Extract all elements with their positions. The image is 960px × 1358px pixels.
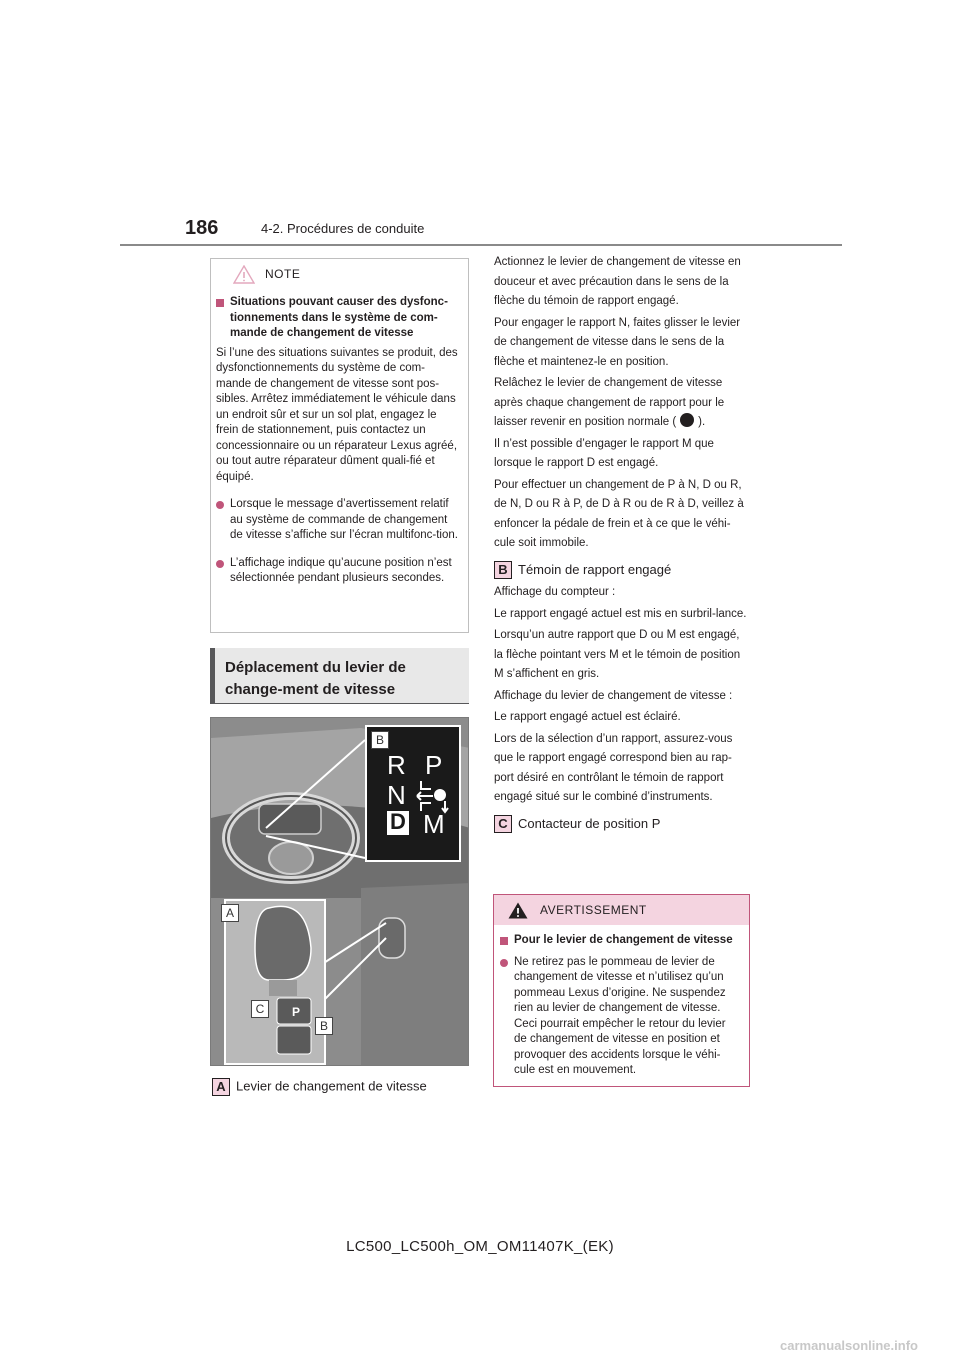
paragraph: Le rapport engagé actuel est éclairé. bbox=[494, 711, 681, 724]
paragraph: Il n’est possible d’engager le rapport M que lorsque le rapport D est engagé. bbox=[494, 437, 714, 469]
gear-p: P bbox=[425, 750, 443, 780]
note-header bbox=[211, 259, 468, 289]
warning-box bbox=[493, 894, 750, 1087]
watermark: carmanualsonline.info bbox=[780, 1338, 918, 1353]
letter-c: C bbox=[494, 815, 512, 833]
paragraph: Pour effectuer un changement de P à N, D ou R, de N, D ou R à P, de D à R ou de R à D, veillez à enfoncer la pédale de frein et à ce que le véhi-cule soit immobile. bbox=[494, 478, 744, 549]
header-divider bbox=[120, 244, 842, 246]
note-label: NOTE bbox=[265, 267, 301, 281]
caption-a bbox=[212, 1078, 427, 1096]
warning-header bbox=[494, 895, 749, 925]
note-item: Lorsque le message d’avertissement relatif au système de commande de changement de vitesse s’affiche sur l’écran multifonc-tion. bbox=[216, 497, 460, 544]
paragraph: Affichage du compteur : bbox=[494, 586, 616, 599]
gear-indicator-callout bbox=[365, 725, 461, 862]
warning-heading: Pour le levier de changement de vitesse bbox=[500, 933, 739, 949]
paragraph: Affichage du levier de changement de vitesse : bbox=[494, 689, 733, 702]
page-number: 186 bbox=[185, 217, 219, 239]
note-box bbox=[210, 258, 469, 633]
label-c: C bbox=[251, 1000, 269, 1018]
normal-position-icon bbox=[680, 413, 694, 427]
note-heading: Situations pouvant causer des dysfonc-tionnements dans le système de com-mande de changement de vitesse bbox=[216, 295, 460, 342]
caution-triangle-icon bbox=[233, 265, 255, 284]
paragraph: Lorsqu’un autre rapport que D ou M est engagé, la flèche pointant vers M et le témoin de position M s’affichent en gris. bbox=[494, 629, 741, 681]
label-b-lower: B bbox=[315, 1017, 333, 1035]
label-a: A bbox=[221, 904, 239, 922]
letter-b: B bbox=[494, 561, 512, 579]
caption-a-letter: A bbox=[212, 1078, 230, 1096]
subheading-c-title: Contacteur de position P bbox=[518, 815, 661, 831]
warning-triangle-icon bbox=[508, 902, 528, 919]
footer-doc-id: LC500_LC500h_OM_OM11407K_(EK) bbox=[346, 1238, 614, 1255]
warning-item: Ne retirez pas le pommeau de levier de changement de vitesse et n’utilisez qu’un pommeau Lexus d’origine. Ne suspendez rien au levier de changement de vitesse. Ceci pourrait empêcher le retour du levier de changement de vitesse en position et provoquer des accidents lorsque le véhi-cule est en mouvement. bbox=[500, 955, 739, 1079]
paragraph-text: ). bbox=[698, 416, 706, 428]
note-paragraph: Si l’une des situations suivantes se produit, des dysfonctionnements du système de com-mande de changement de vitesse sont pos-sibles. Arrêtez immédiatement le véhicule dans un endroit sûr et sur un sol plat, engagez le frein de stationnement, puis contactez un concessionnaire ou un réparateur Lexus agréé, ou tout autre réparateur dûment quali-fié et équipé. bbox=[216, 346, 458, 483]
p-switch-label: P bbox=[292, 1005, 301, 1019]
paragraph: Actionnez le levier de changement de vitesse en douceur et avec précaution dans le sens de la flèche du témoin de rapport engagé. bbox=[494, 256, 741, 307]
gear-n: N bbox=[387, 780, 406, 810]
paragraph-text: Relâchez le levier de changement de vitesse après chaque changement de rapport pour le laisser revenir en position normale ( bbox=[494, 377, 725, 428]
label-b: B bbox=[371, 731, 389, 749]
note-item: L’affichage indique qu’aucune position n’est sélectionnée pendant plusieurs secondes. bbox=[216, 556, 460, 587]
subheading-b bbox=[494, 560, 750, 580]
paragraph: Le rapport engagé actuel est mis en surbril-lance. bbox=[494, 607, 747, 620]
note-body bbox=[211, 289, 468, 587]
section-title: 4-2. Procédures de conduite bbox=[261, 221, 425, 236]
subheading-b-title: Témoin de rapport engagé bbox=[518, 561, 672, 577]
warning-label: AVERTISSEMENT bbox=[540, 903, 647, 917]
caption-a-text: Levier de changement de vitesse bbox=[236, 1078, 427, 1094]
warning-body bbox=[494, 925, 749, 1079]
subheading-c bbox=[494, 814, 750, 834]
gear-m: M bbox=[423, 809, 445, 839]
gear-d-highlighted: D bbox=[387, 811, 409, 835]
gear-r: R bbox=[387, 750, 406, 780]
section-heading: Déplacement du levier de change-ment de vitesse bbox=[210, 648, 469, 704]
paragraph: Lors de la sélection d’un rapport, assurez-vous que le rapport engagé correspond bien au rap-port désiré en contrôlant le témoin de rapport engagé situé sur le combiné d’instruments. bbox=[494, 732, 733, 804]
paragraph: Pour engager le rapport N, faites glisser le levier de changement de vitesse dans le sens de la flèche et maintenez-le en position. bbox=[494, 316, 741, 368]
paragraph bbox=[494, 374, 750, 433]
right-column bbox=[494, 253, 750, 837]
